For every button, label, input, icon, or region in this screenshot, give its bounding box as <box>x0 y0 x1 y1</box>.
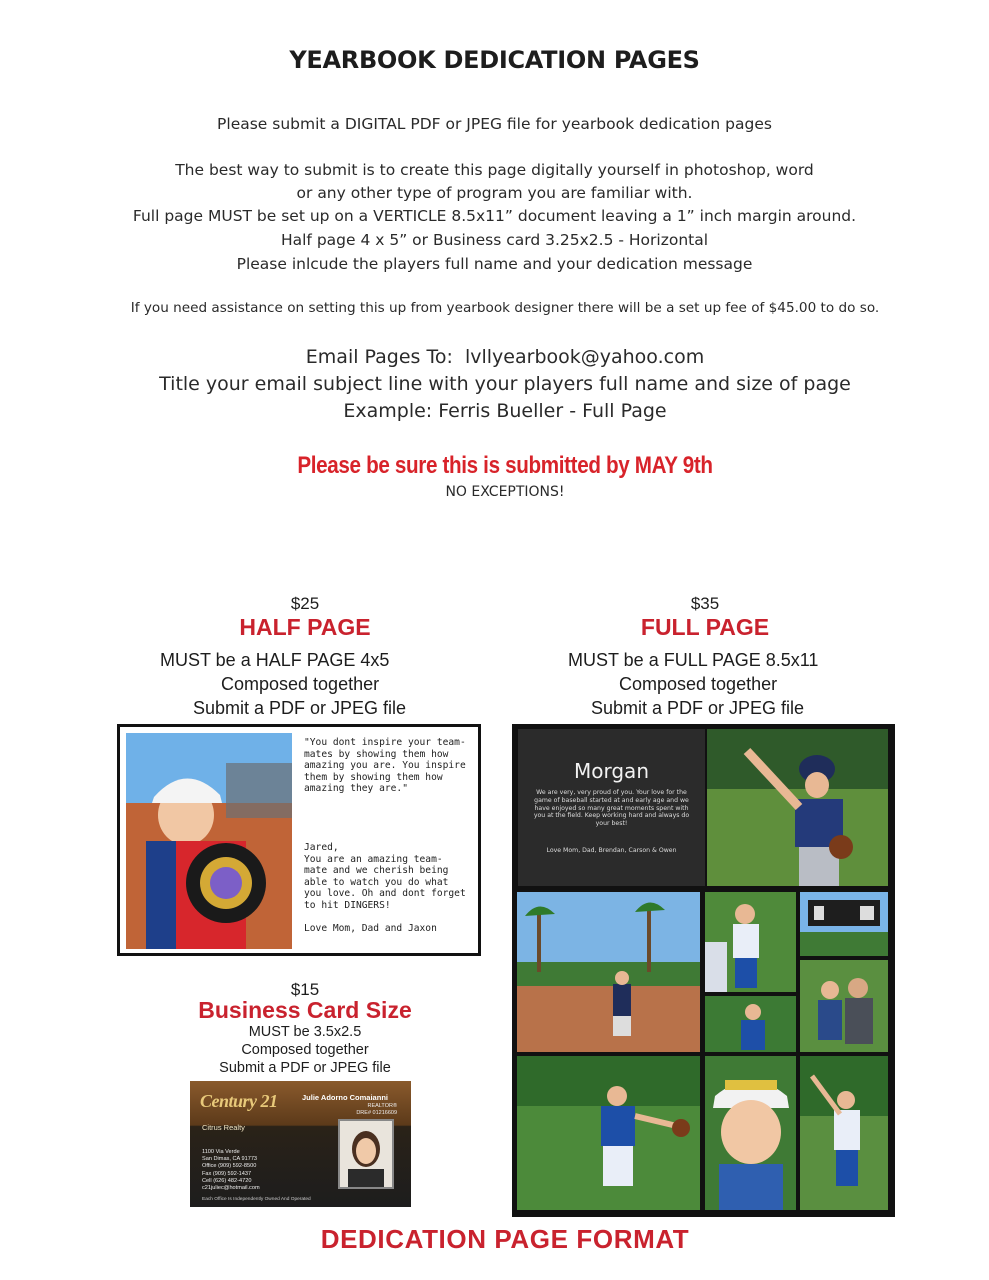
instruction-line: Full page MUST be set up on a VERTICLE 8.5x11” document leaving a 1” inch margin around. <box>132 207 857 225</box>
half-page-spec: Submit a PDF or JPEG file <box>193 698 407 718</box>
full-page-spec: Submit a PDF or JPEG file <box>591 698 805 718</box>
dedication-message: We are very, very proud of you. Your love for the game of baseball started at and early age and we have enjoyed so many great moments spent with you at the field. Keep working hard and always do your best! <box>533 789 690 828</box>
portrait-illustration <box>705 1056 796 1210</box>
email-address[interactable]: lvllyearbook@yahoo.com <box>464 346 705 368</box>
century21-logo: Century 21 <box>200 1091 278 1111</box>
full-page-price: $35 <box>690 594 720 613</box>
half-page-spec: MUST be a HALF PAGE 4x5 <box>160 650 390 670</box>
fielding-photo <box>705 996 796 1052</box>
half-page-title: HALF PAGE <box>239 614 371 640</box>
dedication-text-panel <box>518 729 705 886</box>
family-illustration <box>800 960 888 1052</box>
full-page-spec: MUST be a FULL PAGE 8.5x11 <box>568 650 819 670</box>
dedication-message: Jared, You are an amazing team- mate and we cherish being able to watch you do what you love. Oh and dont forget to hit DINGERS! Love Mom, Dad and Jaxon <box>304 842 466 935</box>
scoreboard-illustration <box>800 892 888 956</box>
format-footer-title: DEDICATION PAGE FORMAT <box>320 1224 690 1254</box>
instruction-line: Half page 4 x 5” or Business card 3.25x2.5 - Horizontal <box>280 231 709 249</box>
email-instruction <box>0 346 989 368</box>
pitcher-photo <box>707 729 888 886</box>
realtor-license: REALTOR® DRE# 01216609 <box>356 1103 397 1116</box>
pitch-photo <box>705 892 796 992</box>
batter-photo <box>517 892 700 1052</box>
windup-photo <box>800 1056 888 1210</box>
office-name: Citrus Realty <box>202 1123 245 1132</box>
player-photo-illustration <box>126 733 292 949</box>
agent-photo-illustration <box>340 1121 392 1187</box>
instruction-line: or any other type of program you are familiar with. <box>296 184 693 202</box>
portrait-photo <box>705 1056 796 1210</box>
full-page-spec: Composed together <box>619 674 778 694</box>
full-page-title: FULL PAGE <box>640 614 770 640</box>
throw-photo <box>517 1056 700 1210</box>
business-card-spec: MUST be 3.5x2.5 <box>248 1024 362 1040</box>
player-photo <box>126 733 292 949</box>
half-page-spec: Composed together <box>221 674 380 694</box>
instruction-line: The best way to submit is to create this page digitally yourself in photoshop, word <box>175 161 814 179</box>
email-label: Email Pages To: <box>305 346 453 368</box>
business-card-title: Business Card Size <box>198 997 412 1023</box>
business-card-sample <box>190 1081 411 1207</box>
business-card-spec: Submit a PDF or JPEG file <box>219 1060 391 1076</box>
dedication-signature: Love Mom, Dad, Brendan, Carson & Owen <box>546 847 677 854</box>
agent-contact: 1100 Via Verde San Dimas, CA 91773 Office (909) 592-8500 Fax (909) 592-1437 Cell (626) 482-4720 c21juliec@hotmail.com <box>202 1149 260 1192</box>
assistance-note: If you need assistance on setting this up from yearbook designer there will be a set up fee of $45.00 to do so. <box>130 300 880 316</box>
no-exceptions-text: NO EXCEPTIONS! <box>445 484 565 500</box>
half-page-sample <box>117 724 481 956</box>
agent-photo <box>338 1119 394 1189</box>
windup-illustration <box>800 1056 888 1210</box>
half-page-price: $25 <box>290 594 320 613</box>
batter-illustration <box>517 892 700 1052</box>
full-page-sample <box>512 724 895 1217</box>
page-title: YEARBOOK DEDICATION PAGES <box>289 46 700 74</box>
business-card-spec: Composed together <box>241 1042 369 1058</box>
family-photo <box>800 960 888 1052</box>
subject-example: Example: Ferris Bueller - Full Page <box>343 400 667 422</box>
pitcher-illustration <box>707 729 888 886</box>
instruction-line: Please inlcude the players full name and your dedication message <box>236 255 753 273</box>
card-footer: Each Office Is Independently Owned And Operated <box>202 1197 311 1202</box>
agent-name: Julie Adorno Comaianni <box>302 1093 388 1102</box>
intro-text: Please submit a DIGITAL PDF or JPEG file for yearbook dedication pages <box>217 115 772 133</box>
subject-instruction: Title your email subject line with your players full name and size of page <box>159 373 851 395</box>
fielding-illustration <box>705 996 796 1052</box>
scoreboard-photo <box>800 892 888 956</box>
throw-illustration <box>517 1056 700 1210</box>
player-name: Morgan <box>574 759 649 783</box>
dedication-quote: "You dont inspire your team- mates by showing them how amazing you are. You inspire them by showing them how amazing they are." <box>304 737 466 795</box>
business-card-price: $15 <box>290 980 320 999</box>
pitch-illustration <box>705 892 796 992</box>
deadline-text: Please be sure this is submitted by MAY 9th <box>297 452 713 479</box>
